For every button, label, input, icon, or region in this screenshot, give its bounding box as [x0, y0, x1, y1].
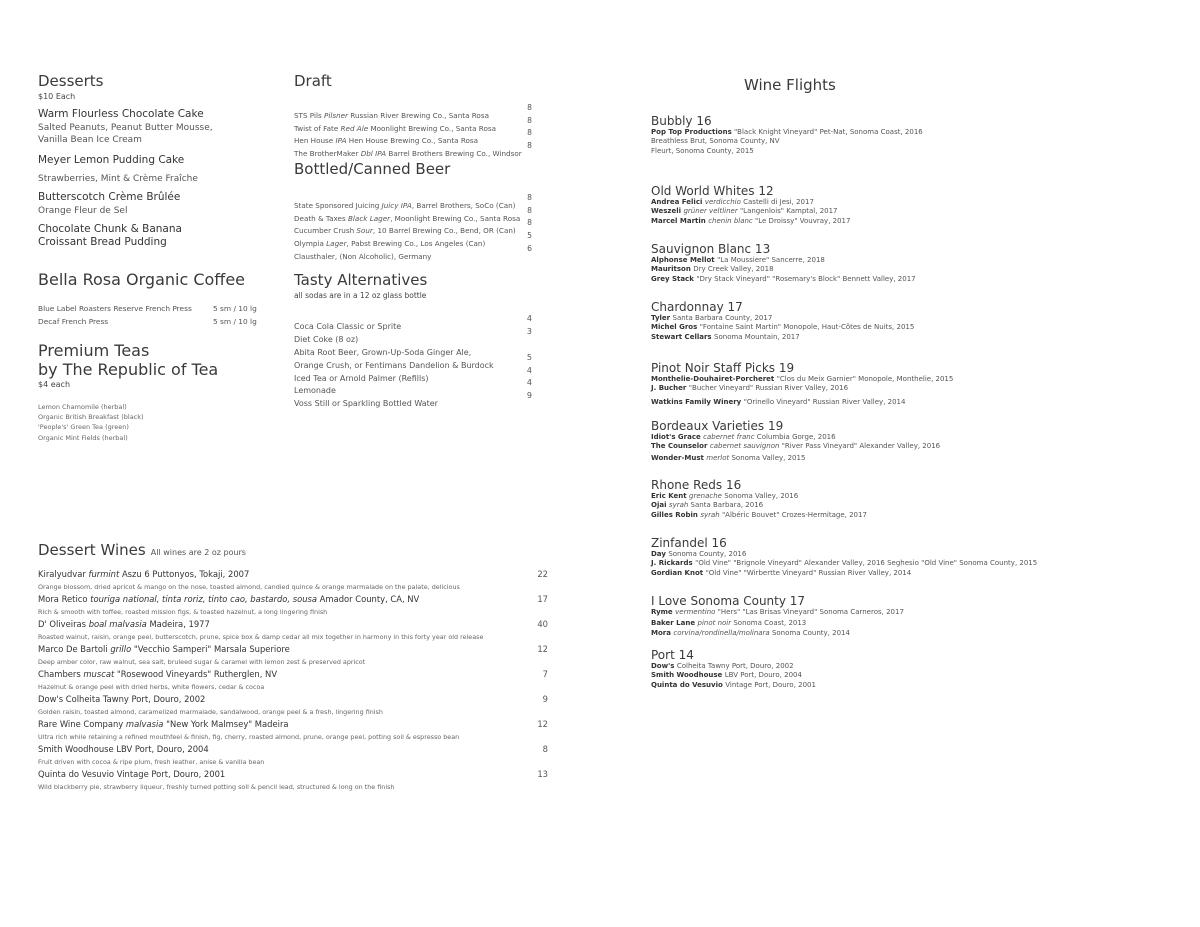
alternative-item: Lemonade 4 [294, 378, 532, 396]
flight-title: Rhone Reds 16 [651, 478, 742, 492]
alternative-item: Iced Tea or Arnold Palmer (Refills) 4 [294, 365, 532, 383]
dessert-wines-header [38, 540, 246, 559]
alternative-item: Abita Root Beer, Grown-Up-Soda Ginger Ale, [294, 347, 472, 357]
bottled-list [294, 193, 532, 261]
dessert-desc: Salted Peanuts, Peanut Butter Mousse, [38, 123, 213, 133]
flight-title: I Love Sonoma County 17 [651, 594, 806, 608]
desserts-subtitle: $10 Each [38, 92, 76, 101]
alternative-item: Voss Still or Sparkling Bottled Water 9 [294, 391, 532, 409]
draft-title: Draft [294, 72, 332, 90]
teas-list [38, 402, 144, 443]
bottled-item: Death & Taxes Black Lager, Moonlight Brewing Co., Santa Rosa 8 [294, 205, 532, 223]
teas-title: by The Republic of Tea [38, 360, 219, 379]
bottled-item: Clausthaler, (Non Alcoholic), Germany 6 [294, 243, 532, 261]
alternative-item: Coca Cola Classic or Sprite 4 [294, 314, 532, 331]
dessert-name: Chocolate Chunk & Banana [38, 223, 182, 235]
draft-list [294, 103, 532, 158]
dessert-name: Meyer Lemon Pudding Cake [38, 154, 185, 166]
alternative-item: Orange Crush, or Fentimans Dandelion & Burdock 5 [294, 352, 532, 370]
coffee-price: 5 sm / 10 lg [213, 317, 257, 326]
dessert-wine-item: Rare Wine Company malvasia "New York Malmsey" Madeira 12 Ultra rich while retaining a refined mouthfeel & finish, fig, cherry, roasted almond, prune, orange peel, potting soil & espresso bean [38, 719, 548, 741]
flight-group: Port 14 Dow's Colheita Tawny Port, Douro, 2002 Smith Woodhouse LBV Port, Douro, 2004 Quinta do Vesuvio Vintage Port, Douro, 2001 [651, 648, 816, 689]
tea-item: Organic British Breakfast (black) [38, 413, 144, 422]
bottled-title: Bottled/Canned Beer [294, 160, 451, 178]
teas-title: Premium Teas [38, 341, 150, 360]
flight-group: Bordeaux Varieties 19 Idiot's Grace cabernet franc Columbia Gorge, 2016 The Counselor cabernet sauvignon "River Pass Vineyard" Alexander Valley, 2016 Wonder-Must merlot Sonoma Valley, 2015 [651, 419, 941, 462]
flight-title: Port 14 [651, 648, 694, 662]
flight-title: Old World Whites 12 [651, 184, 774, 198]
coffee-item: Decaf French Press [38, 317, 109, 326]
dessert-item [38, 154, 198, 185]
dessert-name: Butterscotch Crème Brûlée [38, 191, 181, 203]
alternatives-list [294, 314, 532, 409]
flight-title: Bubbly 16 [651, 114, 712, 128]
wine-flights-title: Wine Flights [744, 76, 836, 94]
alternatives-title: Tasty Alternatives [294, 271, 428, 289]
dessert-item [38, 223, 182, 248]
flight-title: Zinfandel 16 [651, 536, 727, 550]
dessert-desc: Orange Fleur de Sel [38, 206, 128, 216]
dessert-wine-item: D' Oliveiras boal malvasia Madeira, 1977 40 Roasted walnut, raisin, orange peel, butterscotch, prune, spice box & damp cedar all mix together in harmony in this forty year old release [38, 619, 548, 641]
dessert-desc: Strawberries, Mint & Crème Fraîche [38, 174, 198, 184]
teas-subtitle: $4 each [38, 380, 71, 389]
tea-item: 'People's' Green Tea (green) [38, 423, 129, 432]
dessert-wines-title: Dessert Wines [38, 541, 146, 559]
alternatives-subtitle: all sodas are in a 12 oz glass bottle [294, 291, 427, 300]
draft-item: Hen House IPA Hen House Brewing Co., Santa Rosa 8 [294, 128, 532, 146]
dessert-wine-item: Quinta do Vesuvio Vintage Port, Douro, 2001 13 Wild blackberry pie, strawberry liqueur, freshly turned potting soil & pencil lead, structured & long on the finish [38, 769, 548, 791]
dessert-name: Warm Flourless Chocolate Cake [38, 108, 204, 120]
dessert-wine-item: Smith Woodhouse LBV Port, Douro, 2004 8 Fruit driven with cocoa & ripe plum, fresh leather, anise & vanilla bean [38, 744, 548, 766]
dessert-wine-item: Mora Retico touriga national, tinta roriz, tinto cao, bastardo, sousa Amador County, CA, NV 17 Rich & smooth with toffee, roasted mission figs, & toasted hazelnut, a long lingering finish [38, 594, 548, 616]
draft-item: STS Pils Pilsner Russian River Brewing Co., Santa Rosa 8 [294, 103, 532, 120]
flight-group: Zinfandel 16 Day Sonoma County, 2016 J. Rickards "Old Vine" "Brignole Vineyard" Alexander Valley, 2016 Seghesio "Old Vine" Sonoma County, 2015 Gordian Knot "Old Vine" "Wirbertte Vineyard" Russian River Valley, 2014 [651, 536, 1038, 577]
dessert-wine-item: Dow's Colheita Tawny Port, Douro, 2002 9 Golden raisin, toasted almond, caramelized marmalade, sandalwood, orange peel & a fresh, lingering finish [38, 694, 548, 716]
dessert-wines-list [38, 568, 548, 793]
draft-item: The BrotherMaker Dbl IPA Barrel Brothers Brewing Co., Windsor 8 [294, 140, 532, 158]
coffee-title: Bella Rosa Organic Coffee [38, 270, 246, 289]
dessert-item [38, 108, 213, 146]
flight-group: Bubbly 16 Pop Top Productions "Black Knight Vineyard" Pet-Nat, Sonoma Coast, 2016 Breathless Brut, Sonoma County, NV Fleurt, Sonoma County, 2015 [651, 114, 923, 155]
tea-item: Organic Mint Fields (herbal) [38, 433, 128, 442]
dessert-wine-item: Chambers muscat "Rosewood Vineyards" Rutherglen, NV 7 Hazelnut & orange peel with dried herbs, white flowers, cedar & cocoa [38, 669, 548, 691]
dessert-wine-item: Marco De Bartoli grillo "Vecchio Samperi" Marsala Superiore 12 Deep amber color, raw walnut, sea salt, bruleed sugar & caramel with lemon zest & preserved apricot [38, 644, 548, 666]
flight-group: Chardonnay 17 Tyler Santa Barbara County, 2017 Michel Gros "Fontaine Saint Martin" Monopole, Haut-Côtes de Nuits, 2015 Stewart Cellars Sonoma Mountain, 2017 [651, 300, 915, 341]
flight-title: Pinot Noir Staff Picks 19 [651, 361, 795, 375]
coffee-price: 5 sm / 10 lg [213, 304, 257, 313]
dessert-wine-item: Kiralyudvar furmint Aszu 6 Puttonyos, Tokaji, 2007 22 Orange blossom, dried apricot & mango on the nose, toasted almond, candied quince & orange marmalade on the palate, delicious [38, 569, 548, 591]
draft-item: Twist of Fate Red Ale Moonlight Brewing Co., Santa Rosa 8 [294, 115, 532, 133]
dessert-name: Croissant Bread Pudding [38, 236, 167, 248]
dessert-wines-subtitle: All wines are 2 oz pours [150, 548, 246, 557]
bottled-item: Olympia Lager, Pabst Brewing Co., Los Angeles (Can) 5 [294, 231, 532, 249]
alternative-item: Diet Coke (8 oz) 3 [294, 326, 532, 344]
flight-title: Sauvignon Blanc 13 [651, 242, 771, 256]
tea-item: Lemon Chamomile (herbal) [38, 403, 127, 411]
bottled-item: State Sponsored Juicing Juicy IPA, Barrel Brothers, SoCo (Can) 8 [294, 193, 532, 210]
flight-title: Bordeaux Varieties 19 [651, 419, 784, 433]
flight-title: Chardonnay 17 [651, 300, 743, 314]
flight-group: Old World Whites 12 Andrea Felici verdicchio Castelli di Jesi, 2017 Weszeli grüner veltliner "Langenlois" Kamptal, 2017 Marcel Martin chenin blanc "Le Droissy" Vouvray, 2017 [651, 184, 851, 225]
flight-group: Sauvignon Blanc 13 Alphonse Mellot "La Moussiere" Sancerre, 2018 Mauritson Dry Creek Valley, 2018 Grey Stack "Dry Stack Vineyard" "Rosemary's Block" Bennett Valley, 2017 [651, 242, 916, 283]
desserts-title: Desserts [38, 72, 104, 90]
bottled-item: Cucumber Crush Sour, 10 Barrel Brewing Co., Bend, OR (Can) 8 [294, 218, 532, 236]
flight-group: Pinot Noir Staff Picks 19 Monthelie-Douhairet-Porcheret "Clos du Meix Garnier" Monopole, Monthelie, 2015 J. Bucher "Bucher Vineyard" Russian River Valley, 2016 Watkins Family Winery "Orinello Vineyard" Russian River Valley, 2014 [651, 361, 954, 406]
flight-group: Rhone Reds 16 Eric Kent grenache Sonoma Valley, 2016 Ojai syrah Santa Barbara, 2016 Gilles Robin syrah "Albéric Bouvet" Crozes-Hermitage, 2017 [651, 478, 867, 519]
flight-group: I Love Sonoma County 17 Ryme vermentino "Hers" "Las Brisas Vineyard" Sonoma Carneros, 2017 Baker Lane pinot noir Sonoma Coast, 2013 Mora corvina/rondinella/molinara Sonoma County, 2014 [651, 594, 904, 637]
dessert-desc: Vanilla Bean Ice Cream [38, 135, 142, 145]
dessert-item [38, 191, 180, 217]
coffee-item: Blue Label Roasters Reserve French Press [38, 304, 192, 313]
